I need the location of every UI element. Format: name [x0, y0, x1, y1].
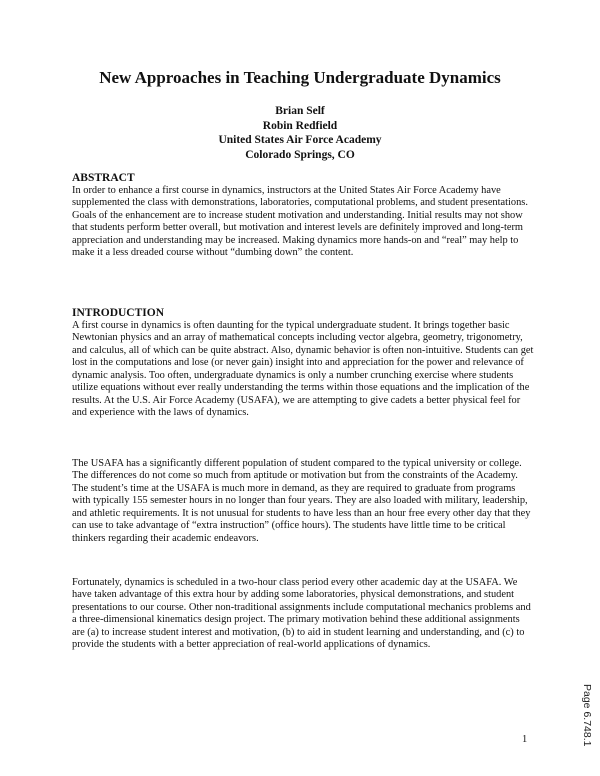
author-block [0, 104, 600, 162]
introduction-paragraph-2: The USAFA has a significantly different population of student compared to the typical university or college. The differences do not come so much from aptitude or motivation but from the constraints of the Academy. The student’s time at the USAFA is much more in demand, as they are required to graduate from programs with typically 155 semester hours in no longer than four years. They are also loaded with military, leadership, and athletic requirements. It is not unusual for students to have less than an hour free every other day that they can use to take advantage of “extra instruction” (office hours). The students have little time to be critical thinkers regarding their academic endeavors. [72, 458, 531, 544]
introduction-heading: INTRODUCTION [72, 307, 165, 319]
paper-title: New Approaches in Teaching Undergraduate Dynamics [99, 68, 501, 87]
introduction-section [72, 307, 534, 420]
introduction-section-final [72, 577, 534, 652]
abstract-heading: ABSTRACT [72, 172, 135, 184]
introduction-paragraph-1: A first course in dynamics is often daunting for the typical undergraduate student. It brings together basic Newtonian physics and an array of mathematical concepts including vector algebra, geometry, trigonometry, and calculus, all of which can be quite abstract. Also, dynamic behavior is often non-intuitive. Students can get lost in the computations and lose (or never gain) insight into and appreciation for the power and relevance of dynamic analysis. Too often, undergraduate dynamics is only a number crunching exercise where students utilize equations without ever really understanding the terms within those equations and the implication of the results. At the U.S. Air Force Academy (USAFA), we are attempting to give cadets a better physical feel for and experience with the laws of dynamics. [72, 320, 534, 419]
side-page-label: Page 6.748.1 [581, 684, 593, 747]
abstract-text: In order to enhance a first course in dynamics, instructors at the United States Air Force Academy have supplemented the class with demonstrations, laboratories, computational problems, and student presentations. Goals of the enhancement are to increase student motivation and understanding. Initial results may not show that students perform better overall, but motivation and interest levels are definitely improved and long-term appreciation and understanding may be increased. Making dynamics more hands-on and “real” may help to make it a less dreaded course without “dumbing down” the content. [72, 185, 528, 259]
introduction-section-continued [72, 458, 534, 545]
author-name: Brian Self [275, 105, 325, 117]
author-name: Robin Redfield [262, 119, 338, 132]
author-affiliation: United States Air Force Academy [218, 134, 382, 146]
author-location: Colorado Springs, CO [245, 148, 355, 161]
page-number: 1 [522, 734, 528, 745]
abstract-section [72, 172, 534, 260]
introduction-paragraph-3: Fortunately, dynamics is scheduled in a two-hour class period every other academic day at the USAFA. We have taken advantage of this extra hour by adding some laboratories, physical demonstrations, and student presentations to our course. Other non-traditional assignments include computational mechanics problems and a three-dimensional kinematics design project. The primary motivation behind these additional assignments are (a) to increase student interest and motivation, (b) to aid in student learning and understanding, and (c) to provide the students with a better appreciation of real-world applications of dynamics. [72, 577, 531, 651]
